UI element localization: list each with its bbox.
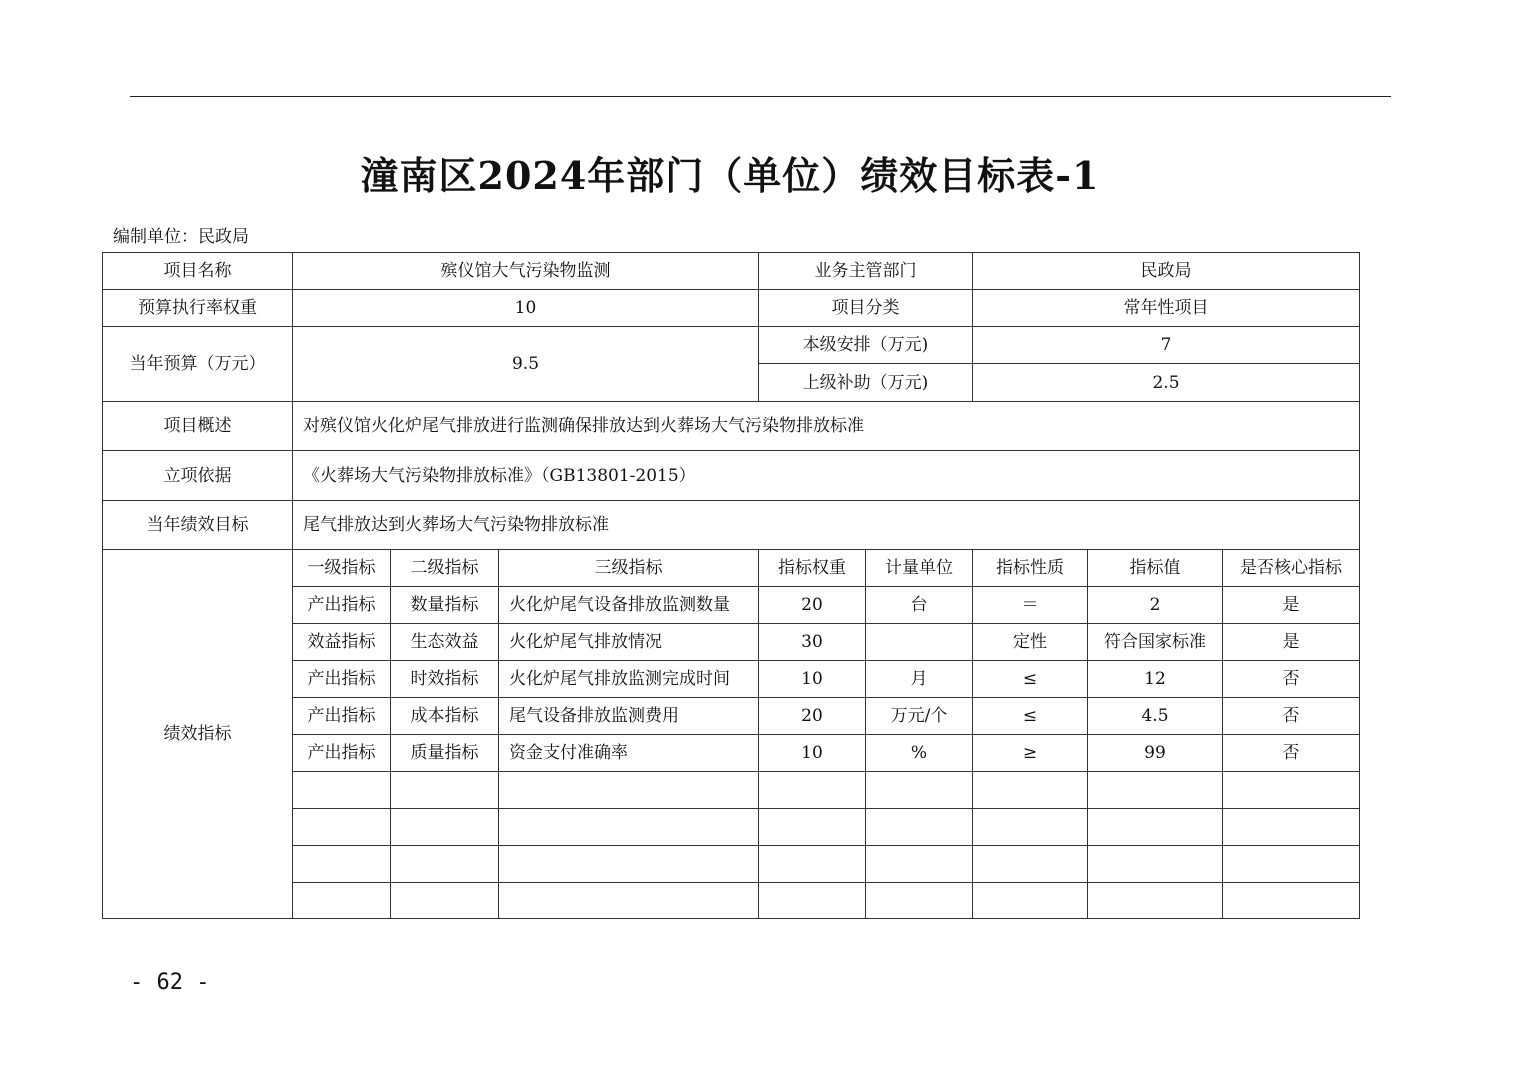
level2-indicator: 时效指标 (391, 661, 499, 698)
project-name-value: 殡仪馆大气污染物监测 (293, 253, 759, 290)
project-category-label: 项目分类 (759, 290, 973, 327)
level3-indicator: 火化炉尾气排放情况 (499, 624, 759, 661)
column-header: 三级指标 (499, 550, 759, 587)
level1-indicator: 产出指标 (293, 661, 391, 698)
measurement-unit: 月 (866, 661, 973, 698)
indicator-nature: 定性 (973, 624, 1088, 661)
local-arrangement-value: 7 (973, 327, 1360, 364)
project-name-row (103, 253, 1360, 290)
core-indicator-flag: 否 (1223, 698, 1360, 735)
measurement-unit (866, 624, 973, 661)
overview-value: 对殡仪馆火化炉尾气排放进行监测确保排放达到火葬场大气污染物排放标准 (293, 402, 1360, 451)
goal-row (103, 501, 1360, 550)
indicator-header-row (103, 550, 1360, 587)
measurement-unit: 台 (866, 587, 973, 624)
indicator-value: 12 (1088, 661, 1223, 698)
budget-row (103, 327, 1360, 364)
core-indicator-flag: 是 (1223, 587, 1360, 624)
column-header: 二级指标 (391, 550, 499, 587)
level3-indicator: 尾气设备排放监测费用 (499, 698, 759, 735)
overview-label: 项目概述 (103, 402, 293, 451)
basis-value: 《火葬场大气污染物排放标准》（GB13801-2015） (293, 451, 1360, 501)
project-name-label: 项目名称 (103, 253, 293, 290)
level3-indicator: 资金支付准确率 (499, 735, 759, 772)
column-header: 计量单位 (866, 550, 973, 587)
basis-row (103, 451, 1360, 501)
superior-subsidy-value: 2.5 (973, 364, 1360, 402)
overview-row (103, 402, 1360, 451)
indicator-weight: 20 (759, 587, 866, 624)
compiling-unit: 编制单位：民政局 (113, 227, 249, 247)
performance-target-table (102, 252, 1360, 919)
column-header: 指标权重 (759, 550, 866, 587)
indicator-nature: ≥ (973, 735, 1088, 772)
level2-indicator: 质量指标 (391, 735, 499, 772)
indicators-section-label: 绩效指标 (103, 550, 293, 919)
annual-budget-label: 当年预算（万元） (103, 327, 293, 402)
project-category-value: 常年性项目 (973, 290, 1360, 327)
page-number: - 62 - (130, 970, 210, 995)
column-header: 指标值 (1088, 550, 1223, 587)
level2-indicator: 生态效益 (391, 624, 499, 661)
core-indicator-flag: 否 (1223, 661, 1360, 698)
weight-row (103, 290, 1360, 327)
local-arrangement-label: 本级安排（万元) (759, 327, 973, 364)
level2-indicator: 数量指标 (391, 587, 499, 624)
indicator-weight: 30 (759, 624, 866, 661)
level3-indicator: 火化炉尾气设备排放监测数量 (499, 587, 759, 624)
annual-budget-value: 9.5 (293, 327, 759, 402)
indicator-weight: 20 (759, 698, 866, 735)
budget-weight-value: 10 (293, 290, 759, 327)
level1-indicator: 产出指标 (293, 698, 391, 735)
indicator-weight: 10 (759, 661, 866, 698)
indicator-value: 4.5 (1088, 698, 1223, 735)
basis-label: 立项依据 (103, 451, 293, 501)
budget-weight-label: 预算执行率权重 (103, 290, 293, 327)
goal-label: 当年绩效目标 (103, 501, 293, 550)
level1-indicator: 产出指标 (293, 735, 391, 772)
superior-subsidy-label: 上级补助（万元) (759, 364, 973, 402)
indicator-nature: ≤ (973, 698, 1088, 735)
indicator-value: 符合国家标准 (1088, 624, 1223, 661)
measurement-unit: % (866, 735, 973, 772)
indicator-weight: 10 (759, 735, 866, 772)
level2-indicator: 成本指标 (391, 698, 499, 735)
level1-indicator: 产出指标 (293, 587, 391, 624)
column-header: 是否核心指标 (1223, 550, 1360, 587)
core-indicator-flag: 否 (1223, 735, 1360, 772)
department-value: 民政局 (973, 253, 1360, 290)
header-rule (130, 96, 1391, 97)
column-header: 一级指标 (293, 550, 391, 587)
level3-indicator: 火化炉尾气排放监测完成时间 (499, 661, 759, 698)
column-header: 指标性质 (973, 550, 1088, 587)
level1-indicator: 效益指标 (293, 624, 391, 661)
indicator-value: 2 (1088, 587, 1223, 624)
indicator-nature: ≤ (973, 661, 1088, 698)
indicator-nature: ＝ (973, 587, 1088, 624)
measurement-unit: 万元/个 (866, 698, 973, 735)
core-indicator-flag: 是 (1223, 624, 1360, 661)
department-label: 业务主管部门 (759, 253, 973, 290)
page-title: 潼南区2024年部门（单位）绩效目标表-1 (360, 153, 1100, 198)
indicator-value: 99 (1088, 735, 1223, 772)
goal-value: 尾气排放达到火葬场大气污染物排放标准 (293, 501, 1360, 550)
